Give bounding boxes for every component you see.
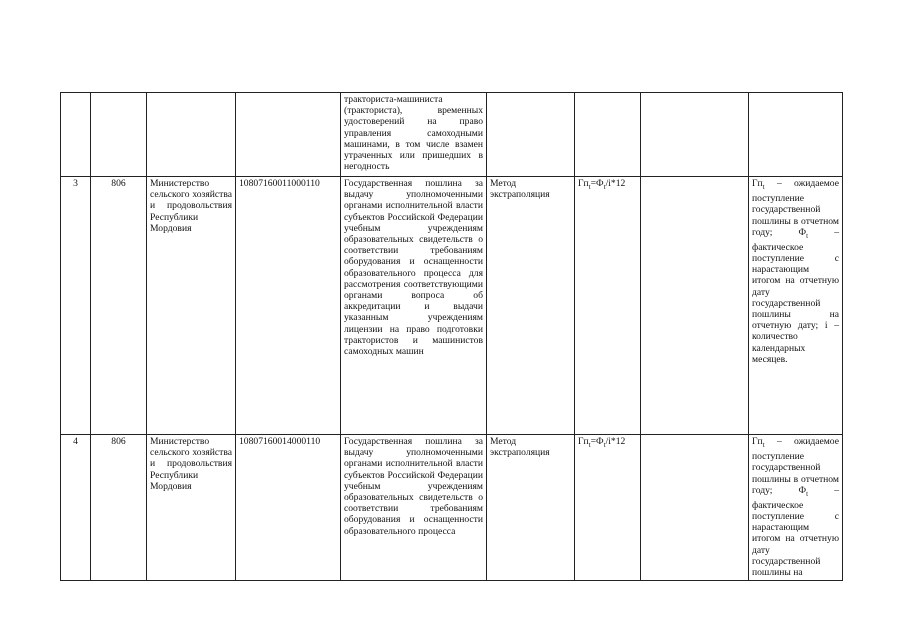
cell-formula: $Гп_t=Ф_t/i*12$	[575, 177, 641, 435]
cell-number: 4	[61, 435, 91, 581]
cell-empty	[641, 177, 749, 435]
cell-administrator: Министерство сельского хозяйства и продовольствия Республики Мордовия	[147, 177, 236, 435]
cell-empty	[641, 435, 749, 581]
cell-kbk: 10807160014000110	[236, 435, 341, 581]
cell-number	[61, 93, 91, 177]
cell-income-name: Государственная пошлина за выдачу уполномоченными органами исполнительной власти субъектов Российской Федерации учебным учреждениям образовательных свидетельств о соответствии требованиям оборудования и оснащенности образовательного процесса для рассмотрения соответствующими органами вопроса об аккредитации и выдачи указанным учреждениям лицензии на право подготовки трактористов и машинистов самоходных машин	[341, 177, 487, 435]
cell-income-name: Государственная пошлина за выдачу уполномоченными органами исполнительной власти субъектов Российской Федерации учебным учреждениям образовательных свидетельств о соответствии требованиям оборудования и оснащенности образовательного процесса	[341, 435, 487, 581]
cell-empty	[641, 93, 749, 177]
cell-kbk	[236, 93, 341, 177]
description-part-1: – ожидаемое поступление государственной пошлины в отчетном году;	[752, 178, 839, 238]
cell-code: 806	[91, 177, 147, 435]
description-part-2: – фактическое поступление с нарастающим итогом на отчетную дату государственной пошлины на отчетную дату; i – количество календарных месяцев.	[752, 226, 839, 365]
cell-number: 3	[61, 177, 91, 435]
cell-formula: $Гп_t=Ф_t/i*12$	[575, 435, 641, 581]
cell-kbk: 10807160011000110	[236, 177, 341, 435]
cell-description: $Гп_t$ – ожидаемое поступление государственной пошлины в отчетном году; $Ф_t$ – фактическое поступление с нарастающим итогом на отчетную дату государственной пошлины на	[749, 435, 843, 581]
cell-method: Метод экстраполяция	[487, 435, 575, 581]
cell-code: 806	[91, 435, 147, 581]
cell-method: Метод экстраполяция	[487, 177, 575, 435]
cell-description: $Гп_t$ – ожидаемое поступление государственной пошлины в отчетном году; $Ф_t$ – фактическое поступление с нарастающим итогом на отчетную дату государственной пошлины на отчетную дату; i – количество календарных месяцев.	[749, 177, 843, 435]
cell-administrator	[147, 93, 236, 177]
description-part-1: – ожидаемое поступление государственной пошлины в отчетном году;	[752, 436, 839, 496]
cell-formula	[575, 93, 641, 177]
cell-income-name: тракториста-машиниста (тракториста), временных удостоверений на право управления самоходными машинами, в том числе взамен утраченных или пришедших в негодность	[341, 93, 487, 177]
table-row	[61, 177, 843, 435]
table-row-continuation	[61, 93, 843, 177]
cell-description	[749, 93, 843, 177]
description-part-2: – фактическое поступление с нарастающим итогом на отчетную дату государственной пошлины на	[752, 484, 839, 579]
cell-method	[487, 93, 575, 177]
table-row	[61, 435, 843, 581]
revenue-forecast-table	[60, 92, 843, 581]
cell-administrator: Министерство сельского хозяйства и продовольствия Республики Мордовия	[147, 435, 236, 581]
cell-code	[91, 93, 147, 177]
